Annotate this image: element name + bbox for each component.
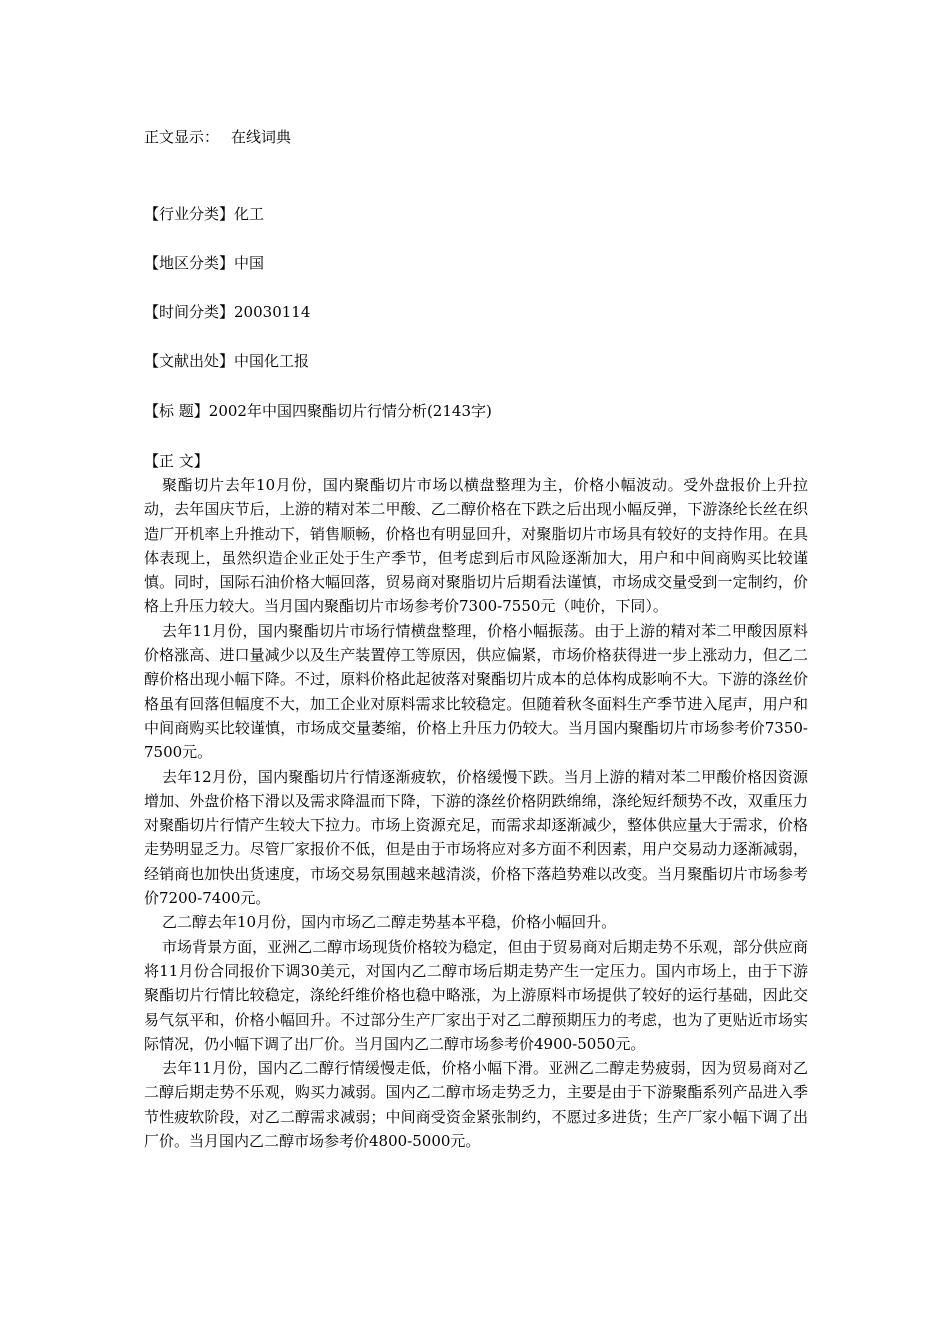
meta-date xyxy=(144,301,310,323)
body-paragraph: 聚酯切片去年10月份，国内聚酯切片市场以横盘整理为主，价格小幅波动。受外盘报价上升拉动，去年国庆节后，上游的精对苯二甲酸、乙二醇价格在下跌之后出现小幅反弹，下游涤纶长丝在织造厂开机率上升推动下，销售顺畅，价格也有明显回升，对聚脂切片市场具有较好的支持作用。在具体表现上，虽然织造企业正处于生产季节，但考虑到后市风险逐渐加大，用户和中间商购买比较谨慎。同时，国际石油价格大幅回落，贸易商对聚脂切片后期看法谨慎，市场成交量受到一定制约，价格上升压力较大。当月国内聚酯切片市场参考价7300-7550元（吨价，下同）。 xyxy=(144,476,808,616)
meta-value: 20030114 xyxy=(234,303,311,321)
body-paragraph: 去年11月份，国内聚酯切片市场行情横盘整理，价格小幅振荡。由于上游的精对苯二甲酸因原料价格涨高、进口量减少以及生产装置停工等原因，供应偏紧，市场价格获得进一步上涨动力，但乙二醇价格出现小幅下降。不过，原料价格此起彼落对聚酯切片成本的总体构成影响不大。下游的涤丝价格虽有回落但幅度不大，加工企业对原料需求比较稳定。但随着秋冬面料生产季节进入尾声，用户和中间商购买比较谨慎，市场成交量萎缩，价格上升压力仍较大。当月国内聚酯切片市场参考价7350-7500元。 xyxy=(144,621,808,762)
meta-title xyxy=(144,400,492,422)
meta-label: 【文献出处】 xyxy=(144,352,235,370)
display-mode-value: 在线词典 xyxy=(231,128,292,146)
meta-label: 【时间分类】 xyxy=(144,303,235,321)
meta-value: 中国 xyxy=(234,254,265,272)
body-paragraph: 市场背景方面，亚洲乙二醇市场现货价格较为稳定，但由于贸易商对后期走势不乐观，部分供应商将11月份合同报价下调30美元，对国内乙二醇市场后期走势产生一定压力。国内市场上，由于下游聚酯切片行情比较稳定，涤纶纤维价格也稳中略涨，为上游原料市场提供了较好的运行基础，因此交易气氛平和，价格小幅回升。不过部分生产厂家出于对乙二醇预期压力的考虑，也为了更贴近市场实际情况，仍小幅下调了出厂价。当月国内乙二醇市场参考价4900-5050元。 xyxy=(144,937,808,1053)
body-paragraph: 去年11月份，国内乙二醇行情缓慢走低，价格小幅下滑。亚洲乙二醇走势疲弱，因为贸易商对乙二醇后期走势不乐观，购买力减弱。国内乙二醇市场走势乏力，主要是由于下游聚酯系列产品进入季节性疲软阶段，对乙二醇需求减弱；中间商受资金紧张制约，不愿过多进货；生产厂家小幅下调了出厂价。当月国内乙二醇市场参考价4800-5000元。 xyxy=(144,1059,808,1151)
meta-value: 中国化工报 xyxy=(234,352,310,370)
meta-industry xyxy=(144,203,264,225)
meta-source xyxy=(144,350,309,372)
body-heading: 【正 文】 xyxy=(144,452,209,470)
meta-region xyxy=(144,252,264,274)
display-mode-label: 正文显示： xyxy=(144,128,220,146)
body-paragraph: 乙二醇去年10月份，国内市场乙二醇走势基本平稳，价格小幅回升。 xyxy=(162,913,617,932)
meta-label: 【标 题】 xyxy=(144,402,209,420)
body-paragraph: 去年12月份，国内聚酯切片行情逐渐疲软，价格缓慢下跌。当月上游的精对苯二甲酸价格因资源增加、外盘价格下滑以及需求降温而下降，下游的涤丝价格阴跌绵绵，涤纶短纤颓势不改，双重压力对聚酯切片行情产生较大下拉力。市场上资源充足，而需求却逐渐减少，整体供应量大于需求，价格走势明显乏力。尽管厂家报价不低，但是由于市场将应对多方面不利因素，用户交易动力逐渐减弱，经销商也加快出货速度，市场交易氛围越来越清淡，价格下落趋势难以改变。当月聚酯切片市场参考价7200-7400元。 xyxy=(144,767,808,908)
meta-value: 化工 xyxy=(234,205,265,223)
meta-label: 【地区分类】 xyxy=(144,254,235,272)
article-body xyxy=(144,473,808,1153)
article-title: 2002年中国四聚酯切片行情分析(2143字) xyxy=(208,402,492,420)
meta-label: 【行业分类】 xyxy=(144,205,235,223)
display-mode-line xyxy=(144,126,291,148)
